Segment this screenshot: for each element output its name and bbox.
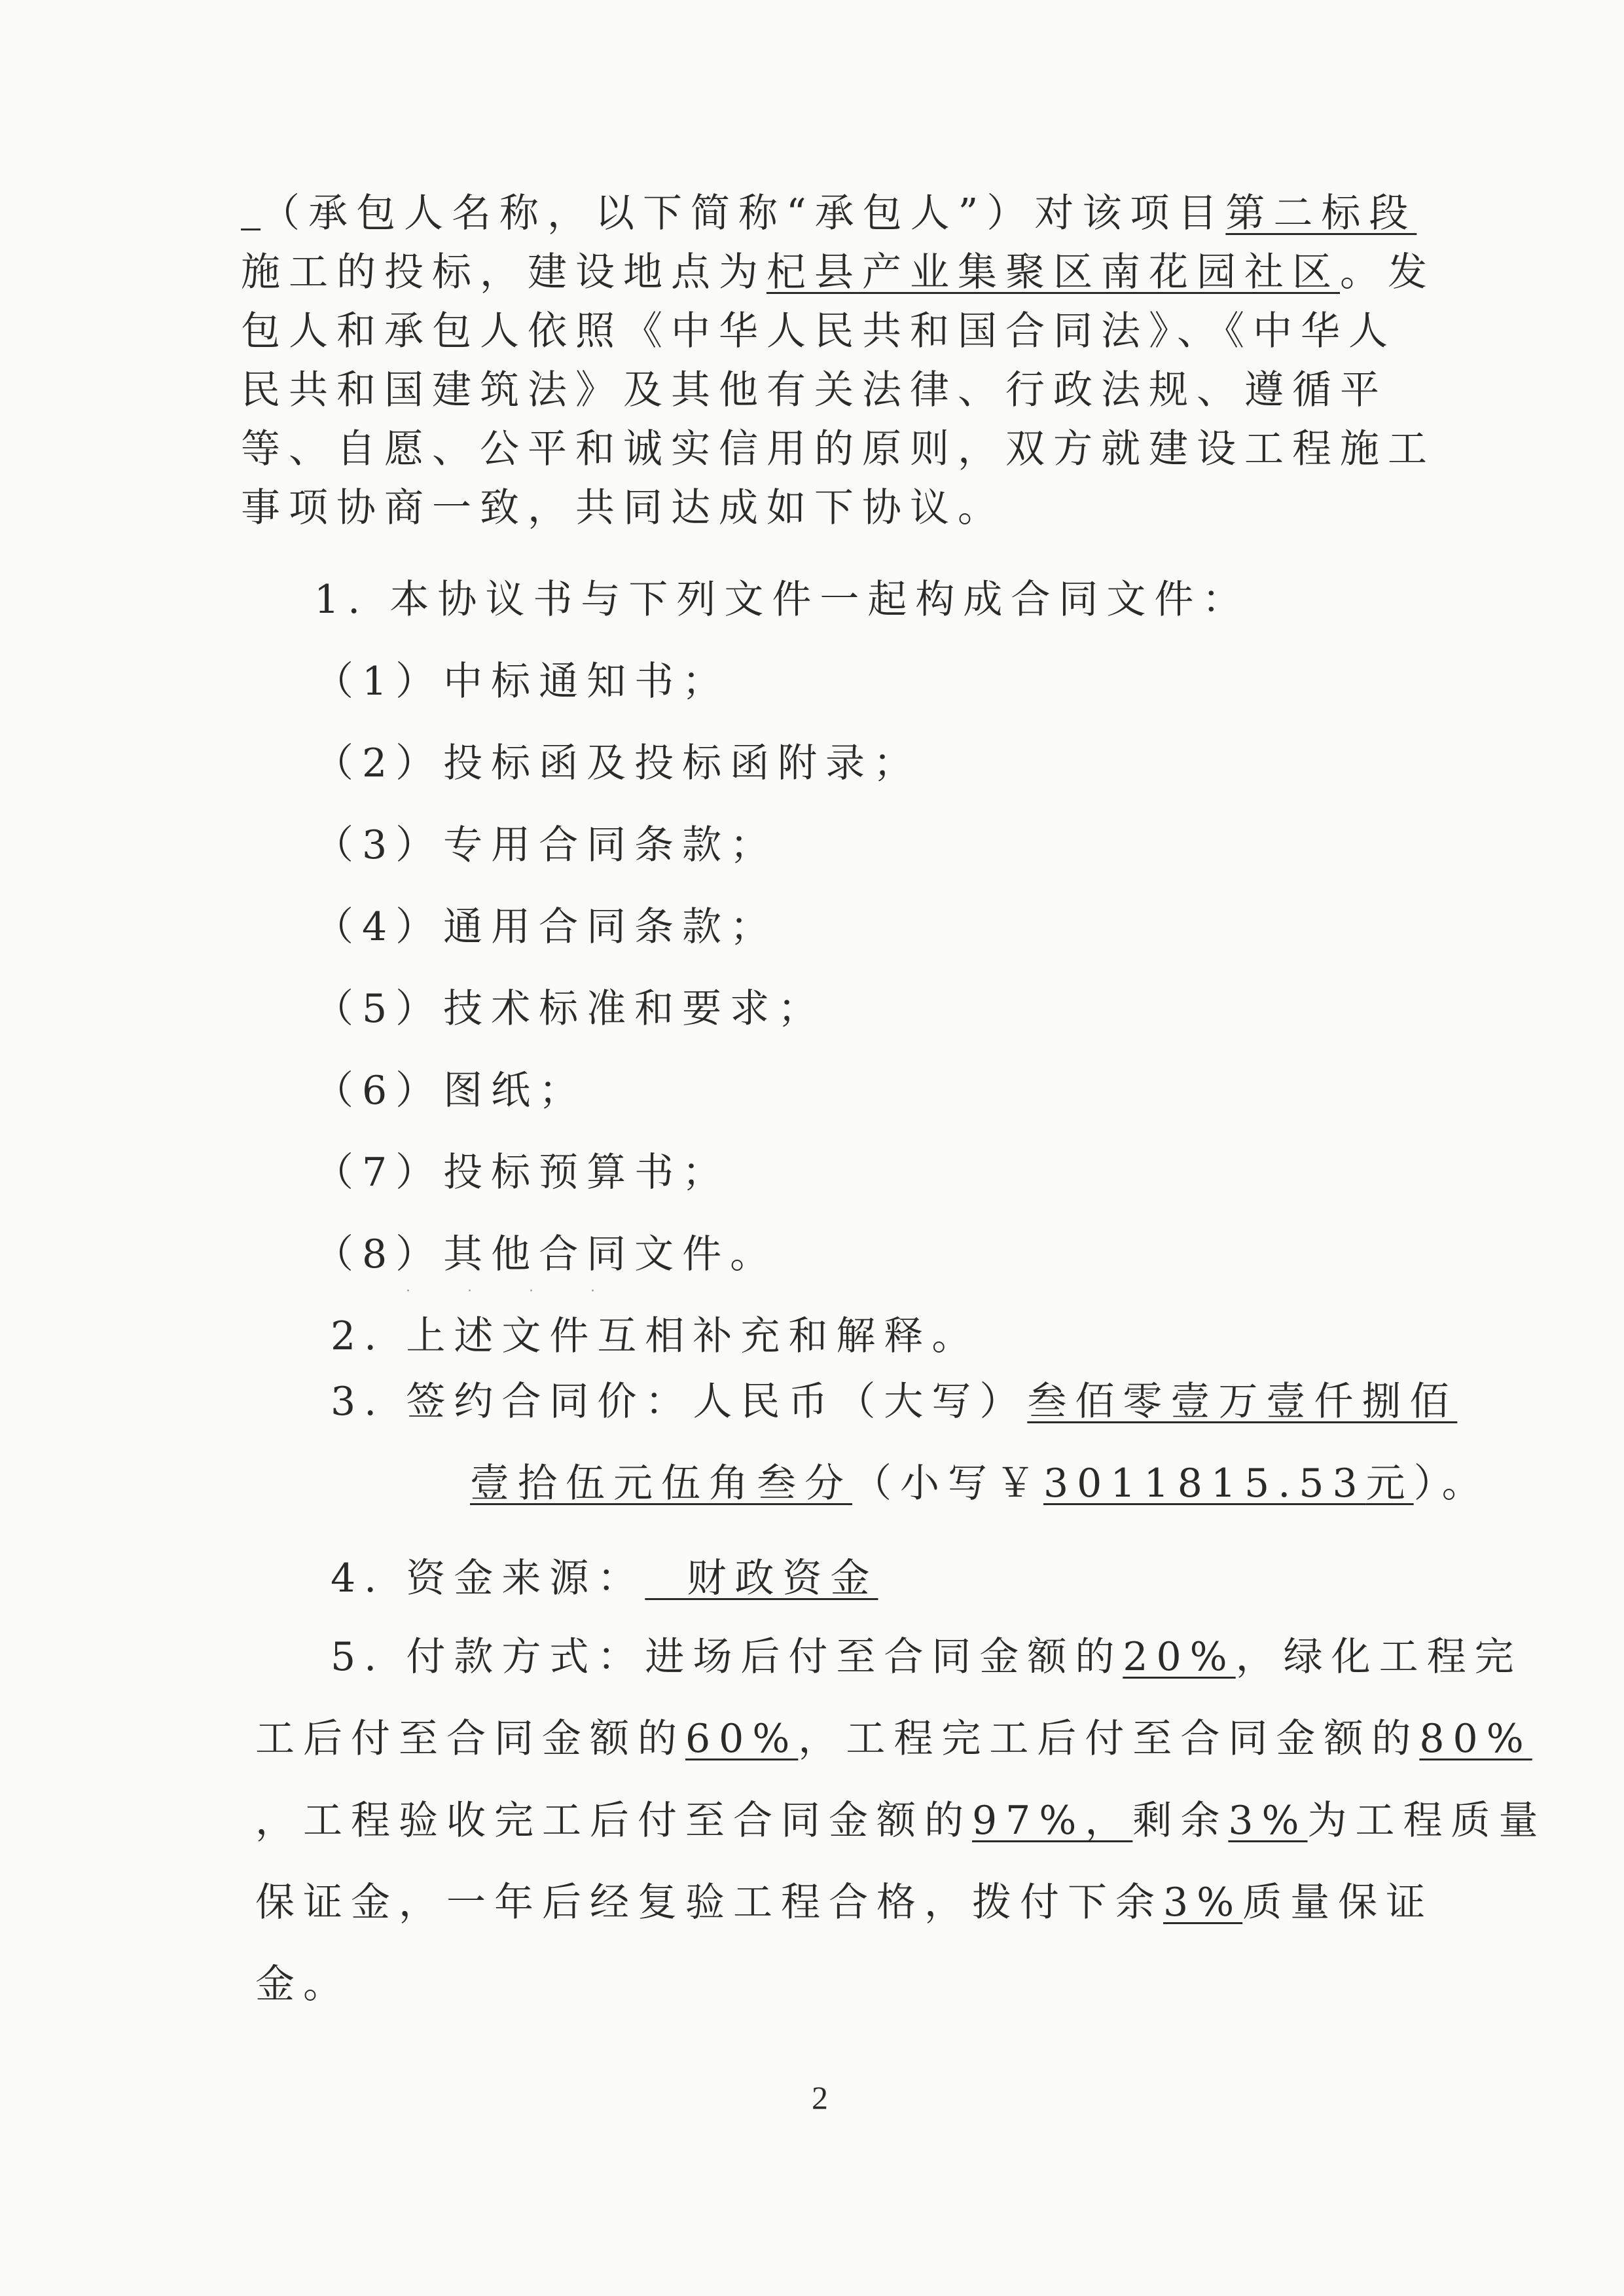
clause-5-line-5: 金。 [255, 1961, 351, 2007]
contract-document-item: （3）专用合同条款； [314, 822, 778, 868]
contract-document-item: （5）技术标准和要求； [314, 986, 826, 1032]
clause-5-line-4: 保证金，一年后经复验工程合格，拨付下余3%质量保证 [255, 1880, 1434, 1925]
contract-price-words: 叁佰零壹万壹仟捌佰 [1027, 1379, 1458, 1425]
clause-2: 2. 上述文件互相补充和解释。 [331, 1313, 980, 1359]
clause-5-line-3: ，工程验收完工后付至合同金额的97%，剩余3%为工程质量 [255, 1798, 1547, 1844]
contract-document-item: （6）图纸； [314, 1068, 587, 1114]
blank-underline [241, 196, 261, 230]
intro-line-1: （承包人名称，以下简称“承包人”）对该项目第二标段 [241, 190, 1416, 237]
payment-percent: 97%， [972, 1798, 1133, 1844]
scan-specks: · · · · [406, 1283, 621, 1300]
intro-line-2: 施工的投标，建设地点为杞县产业集聚区南花园社区。发 [241, 249, 1435, 295]
intro-line-5: 等、自愿、公平和诚实信用的原则，双方就建设工程施工 [241, 426, 1435, 472]
contract-document-item: （7）投标预算书； [314, 1150, 731, 1195]
contract-document-item: （8）其他合同文件。 [314, 1231, 778, 1277]
clause-1-title: 1. 本协议书与下列文件一起构成合同文件： [314, 577, 1250, 623]
section-name: 第二标段 [1225, 191, 1417, 236]
retention-percent: 3% [1163, 1880, 1243, 1925]
contract-document-item: （4）通用合同条款； [314, 904, 778, 950]
retention-percent: 3% [1228, 1798, 1308, 1844]
clause-3-line-2: 壹拾伍元伍角叁分（小写￥3011815.53元）。 [470, 1461, 1490, 1506]
contract-document-item: （1）中标通知书； [314, 659, 731, 704]
clause-5-line-1: 5. 付款方式：进场后付至合同金额的20%，绿化工程完 [331, 1634, 1523, 1680]
construction-location: 杞县产业集聚区南花园社区 [767, 249, 1340, 295]
contract-document-item: （2）投标函及投标函附录； [314, 740, 922, 786]
clause-3-line-1: 3. 签约合同价：人民币（大写）叁佰零壹万壹仟捌佰 [331, 1379, 1458, 1425]
intro-line-6: 事项协商一致，共同达成如下协议。 [241, 485, 1005, 531]
intro-line-4: 民共和国建筑法》及其他有关法律、行政法规、遵循平 [241, 367, 1388, 413]
contract-price-words-cont: 壹拾伍元伍角叁分 [470, 1461, 852, 1506]
clause-4: 4. 资金来源： 财政资金 [331, 1556, 878, 1601]
intro-line-3: 包人和承包人依照《中华人民共和国合同法》、《中华人 [241, 308, 1396, 354]
funding-source: 财政资金 [645, 1556, 878, 1601]
payment-percent: 20% [1123, 1634, 1236, 1680]
contract-price-figures: 3011815.53元 [1043, 1461, 1414, 1506]
page-number: 2 [812, 2079, 828, 2116]
payment-percent: 80% [1419, 1716, 1532, 1762]
payment-percent: 60% [685, 1716, 799, 1762]
clause-5-line-2: 工后付至合同金额的60%，工程完工后付至合同金额的80% [255, 1716, 1532, 1762]
